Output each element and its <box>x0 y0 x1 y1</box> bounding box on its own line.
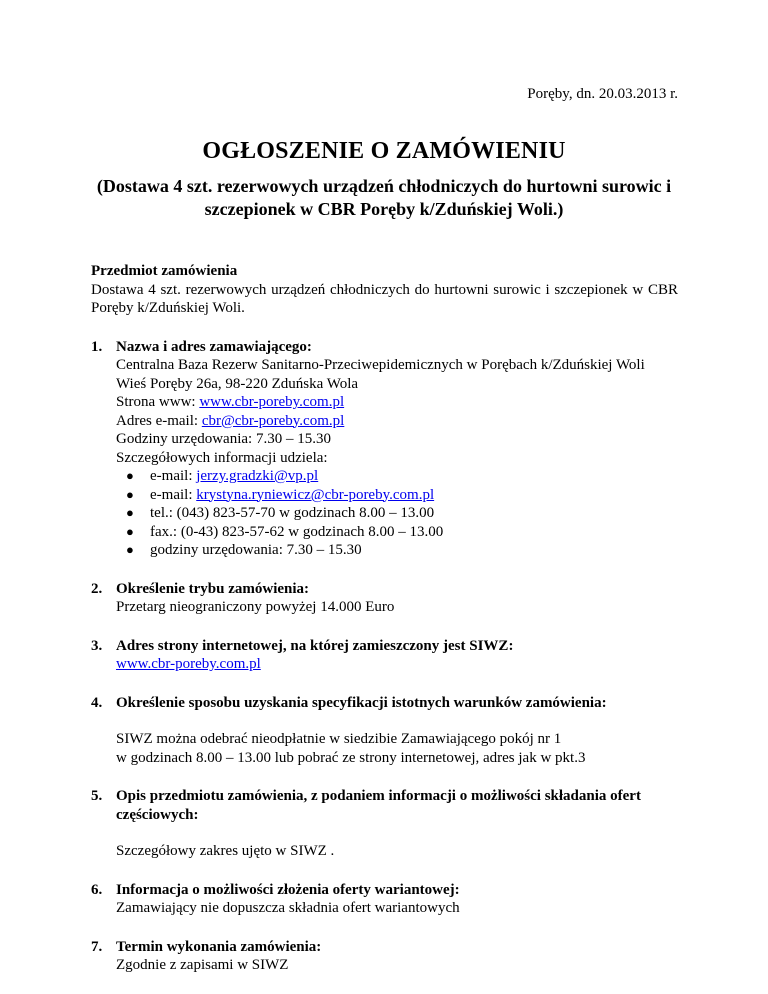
section-1-number: 1. <box>91 338 103 355</box>
section-7 <box>91 938 678 975</box>
website-line <box>116 393 678 412</box>
website-label: Strona www: <box>116 394 200 410</box>
document-subtitle: (Dostawa 4 szt. rezerwowych urządzeń chłodniczych do hurtowni surowic i szczepionek w CBR Poręby k/Zduńskiej Woli.) <box>96 176 672 219</box>
section-4-body <box>91 730 678 767</box>
section-1-heading <box>91 338 678 357</box>
bullet-icon: ● <box>126 523 134 539</box>
organization-name: Centralna Baza Rezerw Sanitarno-Przeciwepidemicznych w Porębach k/Zduńskiej Woli <box>116 357 645 373</box>
section-5-number: 5. <box>91 788 103 804</box>
bullet-icon: ● <box>126 505 134 520</box>
section-6-heading <box>91 881 678 900</box>
contact-email-2-link[interactable]: krystyna.ryniewicz@cbr-poreby.com.pl <box>196 486 435 503</box>
office-hours: Godziny urzędowania: 7.30 – 15.30 <box>116 431 331 447</box>
section-6-number: 6. <box>91 881 103 898</box>
document-date: Poręby, dn. 20.03.2013 r. <box>527 86 678 102</box>
organization-address: Wieś Poręby 26a, 98-220 Zduńska Wola <box>116 375 359 392</box>
contact-email-1-link[interactable]: jerzy.gradzki@vp.pl <box>196 468 319 484</box>
contact-phone: tel.: (043) 823-57-70 w godzinach 8.00 – 13.00 <box>150 505 435 521</box>
contact-email-1 <box>150 467 318 486</box>
subject-text: Dostawa 4 szt. rezerwowych urządzeń chłodniczych do hurtowni surowic i szczepionek w CBR Poręby k/Zduńskiej Woli. <box>91 281 678 316</box>
list-item <box>126 467 678 486</box>
contact-info-heading: Szczegółowych informacji udziela: <box>116 449 328 466</box>
document-title: OGŁOSZENIE O ZAMÓWIENIU <box>202 138 566 164</box>
section-3-heading <box>91 637 678 656</box>
section-7-title: Termin wykonania zamówienia: <box>116 938 322 955</box>
section-3-body <box>91 655 678 674</box>
contact-fax: fax.: (0-43) 823-57-62 w godzinach 8.00 – 13.00 <box>150 523 444 540</box>
section-5 <box>91 787 678 861</box>
section-4-line-2: w godzinach 8.00 – 13.00 lub pobrać ze strony internetowej, adres jak w pkt.3 <box>116 749 586 766</box>
section-5-heading <box>91 787 678 824</box>
section-2 <box>91 580 678 617</box>
section-2-body: Przetarg nieograniczony powyżej 14.000 Euro <box>116 599 395 615</box>
section-6-body: Zamawiający nie dopuszcza składnia ofert wariantowych <box>116 900 460 916</box>
section-1-title: Nazwa i adres zamawiającego: <box>116 338 312 355</box>
section-4-number: 4. <box>91 694 103 711</box>
email-line <box>116 412 678 431</box>
section-6-title: Informacja o możliwości złożenia oferty wariantowej: <box>116 881 460 898</box>
section-4-title: Określenie sposobu uzyskania specyfikacji istotnych warunków zamówienia: <box>116 694 607 711</box>
contact-email-2-label: e-mail: <box>150 486 197 503</box>
section-4 <box>91 694 678 768</box>
list-item <box>126 541 678 560</box>
section-1 <box>91 338 678 560</box>
contact-email-1-label: e-mail: <box>150 468 197 484</box>
contact-email-2 <box>150 486 434 505</box>
email-link[interactable]: cbr@cbr-poreby.com.pl <box>201 412 345 429</box>
section-2-number: 2. <box>91 580 103 597</box>
list-item <box>126 523 678 542</box>
section-2-title: Określenie trybu zamówienia: <box>116 580 310 597</box>
section-7-body: Zgodnie z zapisami w SIWZ <box>116 957 289 973</box>
siwz-website-link[interactable]: www.cbr-poreby.com.pl <box>116 656 261 672</box>
section-4-line-1: SIWZ można odebrać nieodpłatnie w siedzibie Zamawiającego pokój nr 1 <box>116 731 562 747</box>
list-item <box>126 486 678 505</box>
section-3 <box>91 637 678 674</box>
section-5-title: Opis przedmiotu zamówienia, z podaniem informacji o możliwości składania ofert częściowych: <box>116 788 641 823</box>
subject-block <box>91 262 678 318</box>
subject-heading: Przedmiot zamówienia <box>91 263 238 279</box>
section-4-heading <box>91 694 678 713</box>
document-body <box>91 262 678 975</box>
section-1-body <box>91 356 678 560</box>
bullet-icon: ● <box>126 486 134 502</box>
section-7-number: 7. <box>91 938 103 955</box>
contact-hours: godziny urzędowania: 7.30 – 15.30 <box>150 542 362 558</box>
section-3-title: Adres strony internetowej, na której zamieszczony jest SIWZ: <box>116 637 514 654</box>
bullet-icon: ● <box>126 542 134 557</box>
section-2-heading <box>91 580 678 599</box>
section-6 <box>91 881 678 918</box>
contact-list <box>116 467 678 560</box>
section-3-number: 3. <box>91 637 103 654</box>
email-label: Adres e-mail: <box>116 412 202 429</box>
section-7-heading <box>91 938 678 957</box>
bullet-icon: ● <box>126 468 134 483</box>
website-link[interactable]: www.cbr-poreby.com.pl <box>199 394 345 410</box>
section-5-body: Szczegółowy zakres ujęto w SIWZ . <box>116 843 335 859</box>
list-item <box>126 504 678 523</box>
